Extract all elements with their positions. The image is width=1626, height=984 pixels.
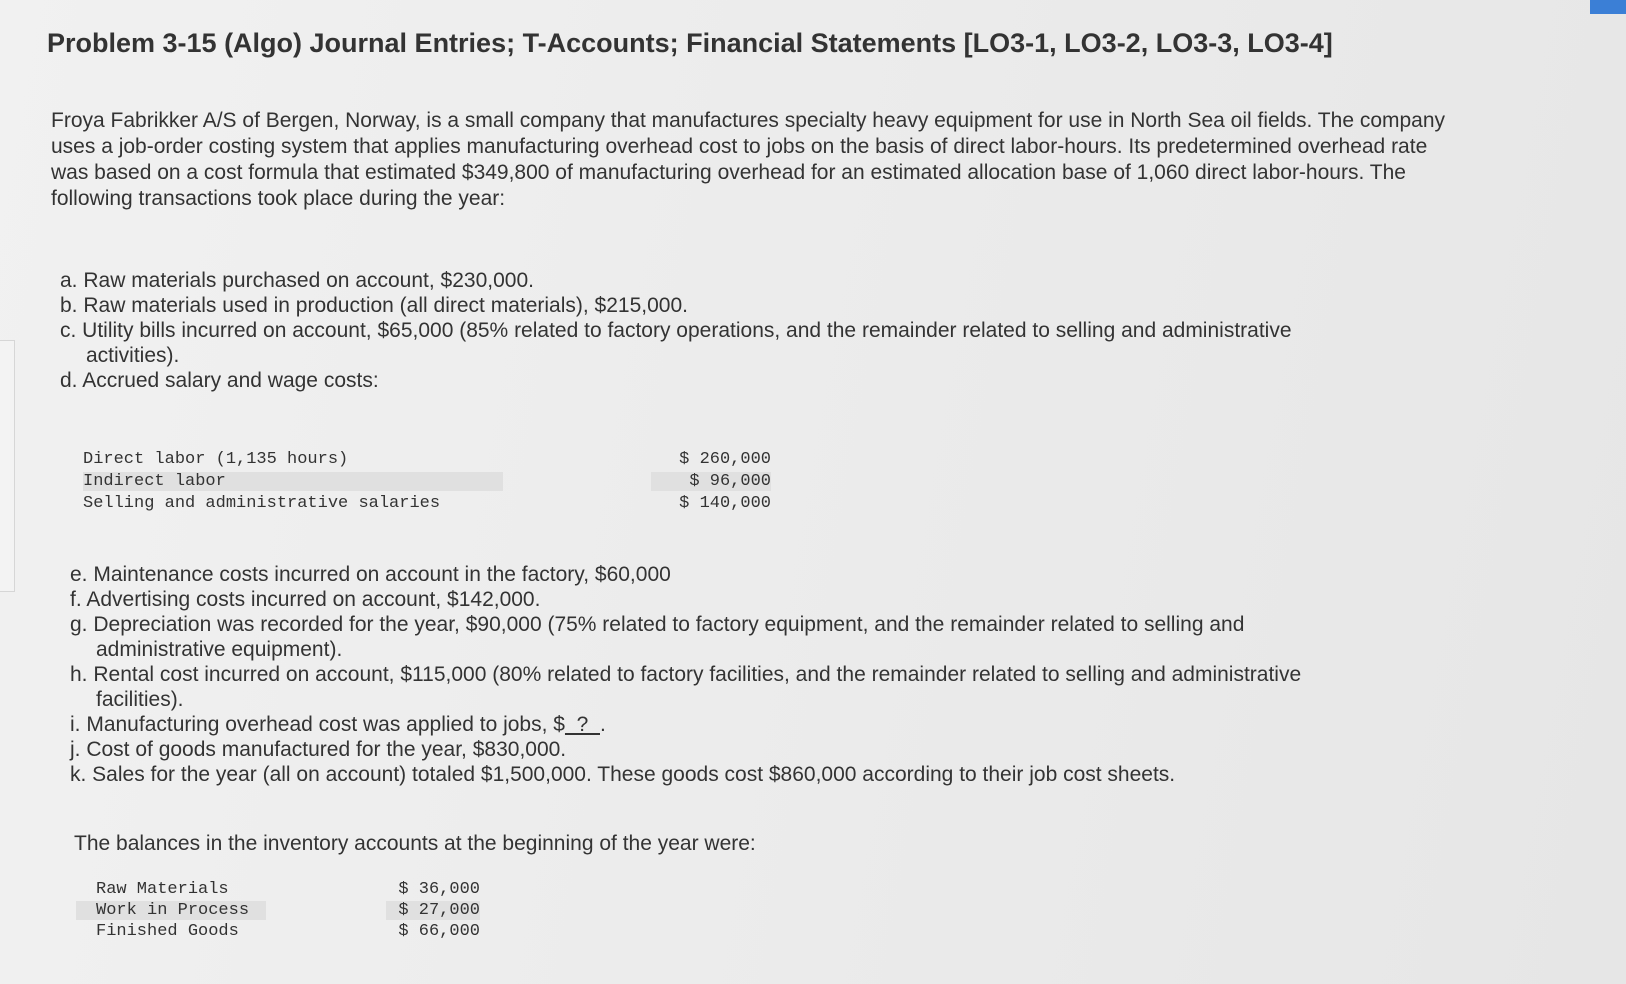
transaction-g-cont: administrative equipment). bbox=[96, 638, 343, 661]
transaction-e: e. Maintenance costs incurred on account in the factory, $60,000 bbox=[70, 563, 671, 586]
transaction-a: a. Raw materials purchased on account, $230,000. bbox=[60, 269, 534, 292]
transaction-k: k. Sales for the year (all on account) totaled $1,500,000. These goods cost $860,000 according to their job cost sheets. bbox=[70, 763, 1176, 786]
balance-label: Work in Process bbox=[76, 901, 266, 920]
table-row bbox=[83, 450, 773, 472]
salary-amount: $ 96,000 bbox=[651, 472, 771, 491]
salary-amount: $ 140,000 bbox=[679, 494, 771, 513]
balance-amount: $ 36,000 bbox=[398, 880, 480, 899]
answer-blank[interactable]: ? bbox=[564, 713, 600, 736]
transaction-i-end: . bbox=[600, 713, 606, 736]
transaction-i-text: i. Manufacturing overhead cost was applied to jobs, $ bbox=[70, 713, 565, 736]
table-row bbox=[83, 472, 773, 494]
page-title: Problem 3-15 (Algo) Journal Entries; T-Accounts; Financial Statements [LO3-1, LO3-2, LO3-3, LO3-4] bbox=[47, 28, 1333, 58]
transaction-f: f. Advertising costs incurred on account, $142,000. bbox=[70, 588, 541, 611]
table-row bbox=[83, 494, 773, 516]
salary-label: Indirect labor bbox=[83, 472, 503, 491]
balance-amount: $ 66,000 bbox=[398, 922, 480, 941]
problem-intro: Froya Fabrikker A/S of Bergen, Norway, is a small company that manufactures specialty heavy equipment for use in North Sea oil fields. The company uses a job-order costing system that applies manufacturing overhead cost to jobs on the basis of direct labor-hours. Its predetermined overhead rate was based on a cost formula that estimated $349,800 of manufacturing overhead for an estimated allocation base of 1,060 direct labor-hours. The following transactions took place during the year: bbox=[51, 109, 1446, 210]
transaction-h-cont: facilities). bbox=[96, 688, 184, 711]
transaction-c: c. Utility bills incurred on account, $65,000 (85% related to factory operations, and the remainder related to selling and administrative bbox=[60, 319, 1292, 342]
balance-label: Finished Goods bbox=[96, 922, 239, 941]
balance-label: Raw Materials bbox=[96, 880, 229, 899]
balances-table bbox=[76, 880, 496, 943]
transaction-c-cont: activities). bbox=[86, 344, 180, 367]
salary-amount: $ 260,000 bbox=[679, 450, 771, 469]
table-row bbox=[76, 880, 496, 901]
transaction-b: b. Raw materials used in production (all direct materials), $215,000. bbox=[60, 294, 688, 317]
salary-label: Direct labor (1,135 hours) bbox=[83, 450, 349, 469]
salary-label: Selling and administrative salaries bbox=[83, 494, 441, 513]
transaction-g: g. Depreciation was recorded for the year, $90,000 (75% related to factory equipment, and the remainder related to selling and bbox=[70, 613, 1245, 636]
table-row bbox=[76, 901, 496, 922]
balances-heading: The balances in the inventory accounts at the beginning of the year were: bbox=[74, 832, 756, 855]
transaction-list-a-d bbox=[60, 268, 1292, 393]
side-panel-edge bbox=[0, 340, 15, 592]
scroll-tab[interactable] bbox=[1590, 0, 1626, 14]
transaction-j: j. Cost of goods manufactured for the year, $830,000. bbox=[70, 738, 567, 761]
transaction-i bbox=[70, 712, 1301, 737]
transaction-list-e-k bbox=[70, 562, 1301, 787]
table-row bbox=[76, 922, 496, 943]
salary-table bbox=[83, 450, 773, 516]
balance-amount: $ 27,000 bbox=[386, 901, 480, 920]
transaction-d: d. Accrued salary and wage costs: bbox=[60, 369, 379, 392]
transaction-h: h. Rental cost incurred on account, $115,000 (80% related to factory facilities, and the remainder related to selling and administrative bbox=[70, 663, 1302, 686]
